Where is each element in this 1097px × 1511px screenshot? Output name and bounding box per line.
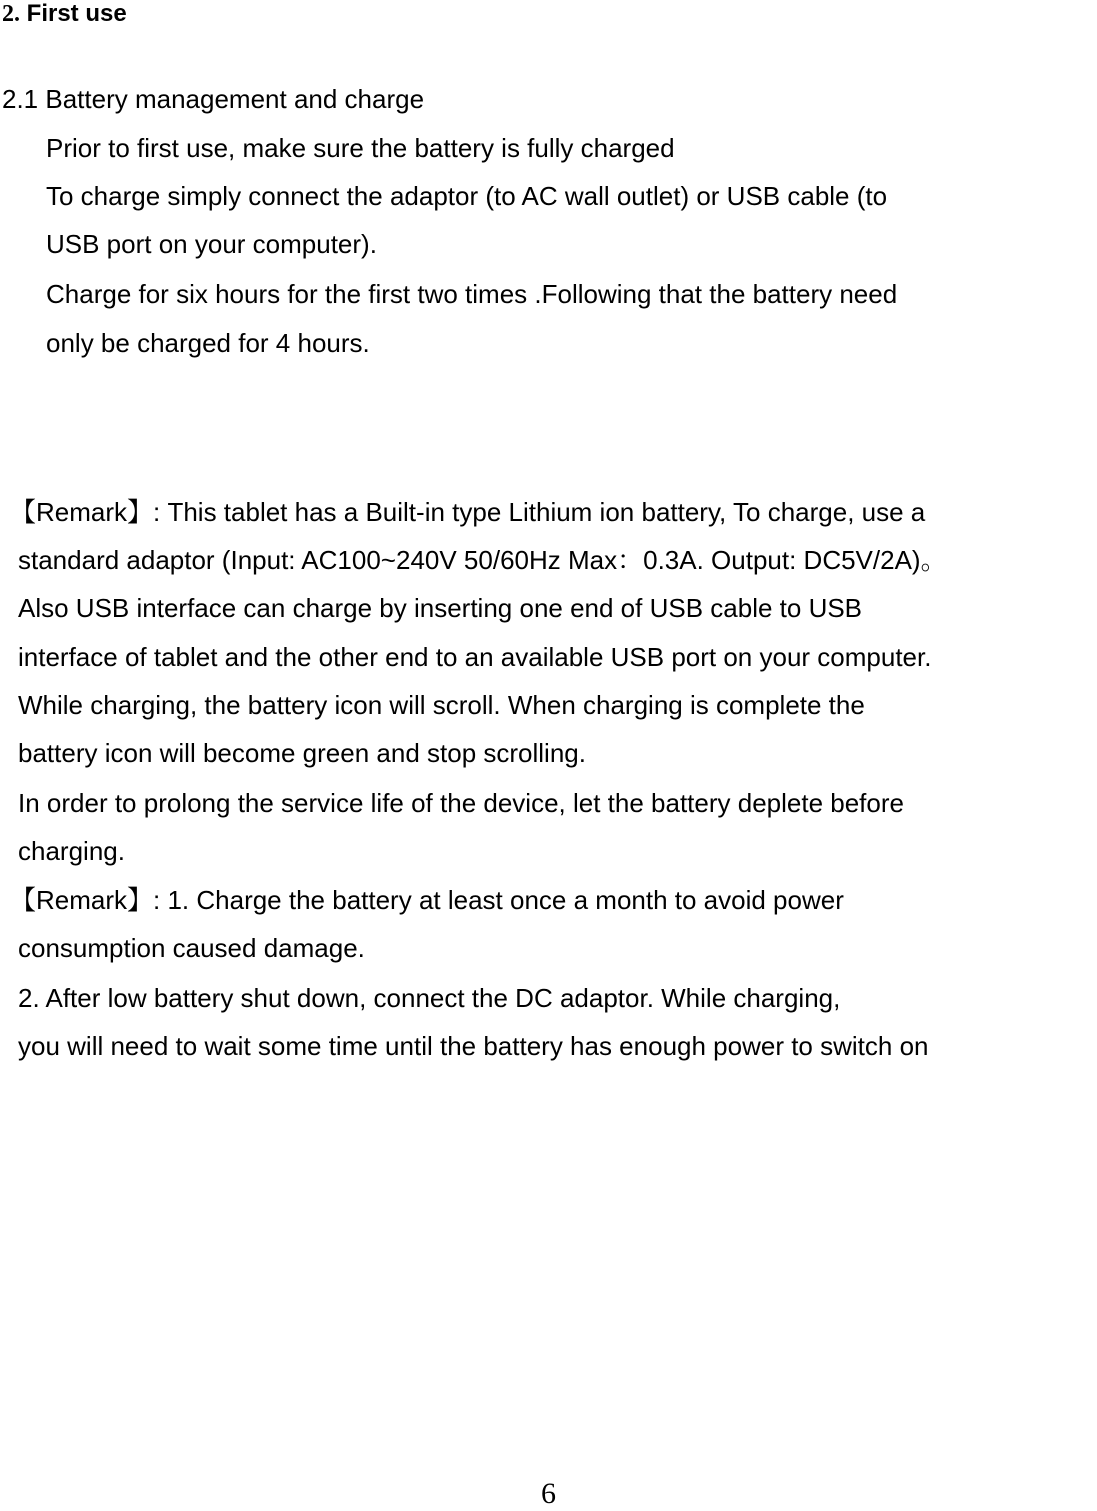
remark-line: While charging, the battery icon will scroll. When charging is complete the (18, 690, 865, 720)
section-heading (2, 0, 127, 28)
subsection-title: 2.1 Battery management and charge (2, 84, 425, 114)
remark-line: battery icon will become green and stop scrolling. (18, 738, 586, 768)
charge-instruction-line: USB port on your computer). (46, 229, 377, 259)
section-heading-title: First use (20, 0, 127, 27)
charge-instruction-line: To charge simply connect the adaptor (to AC wall outlet) or USB cable (to (46, 181, 888, 211)
remark-line: In order to prolong the service life of the device, let the battery deplete before (18, 788, 904, 818)
page-number: 6 (541, 1477, 556, 1510)
charge-instruction-line: Prior to first use, make sure the battery is fully charged (46, 133, 675, 163)
remark-line: interface of tablet and the other end to an available USB port on your computer. (18, 642, 932, 672)
remark-line: Also USB interface can charge by inserting one end of USB cable to USB (18, 593, 863, 623)
remark-line: 【Remark】: This tablet has a Built-in type Lithium ion battery, To charge, use a (10, 497, 926, 527)
remark-line: you will need to wait some time until the battery has enough power to switch on (18, 1031, 929, 1061)
remark-line: standard adaptor (Input: AC100~240V 50/60Hz Max：0.3A. Output: DC5V/2A)。 (18, 545, 947, 575)
section-heading-number: 2. (2, 1, 20, 27)
remark-line: 【Remark】: 1. Charge the battery at least once a month to avoid power (10, 885, 844, 915)
charge-instruction-line: Charge for six hours for the first two times .Following that the battery need (46, 279, 898, 309)
remark-line: 2. After low battery shut down, connect the DC adaptor. While charging, (18, 983, 841, 1013)
remark-line: charging. (18, 836, 125, 866)
charge-instruction-line: only be charged for 4 hours. (46, 328, 370, 358)
remark-line: consumption caused damage. (18, 933, 365, 963)
